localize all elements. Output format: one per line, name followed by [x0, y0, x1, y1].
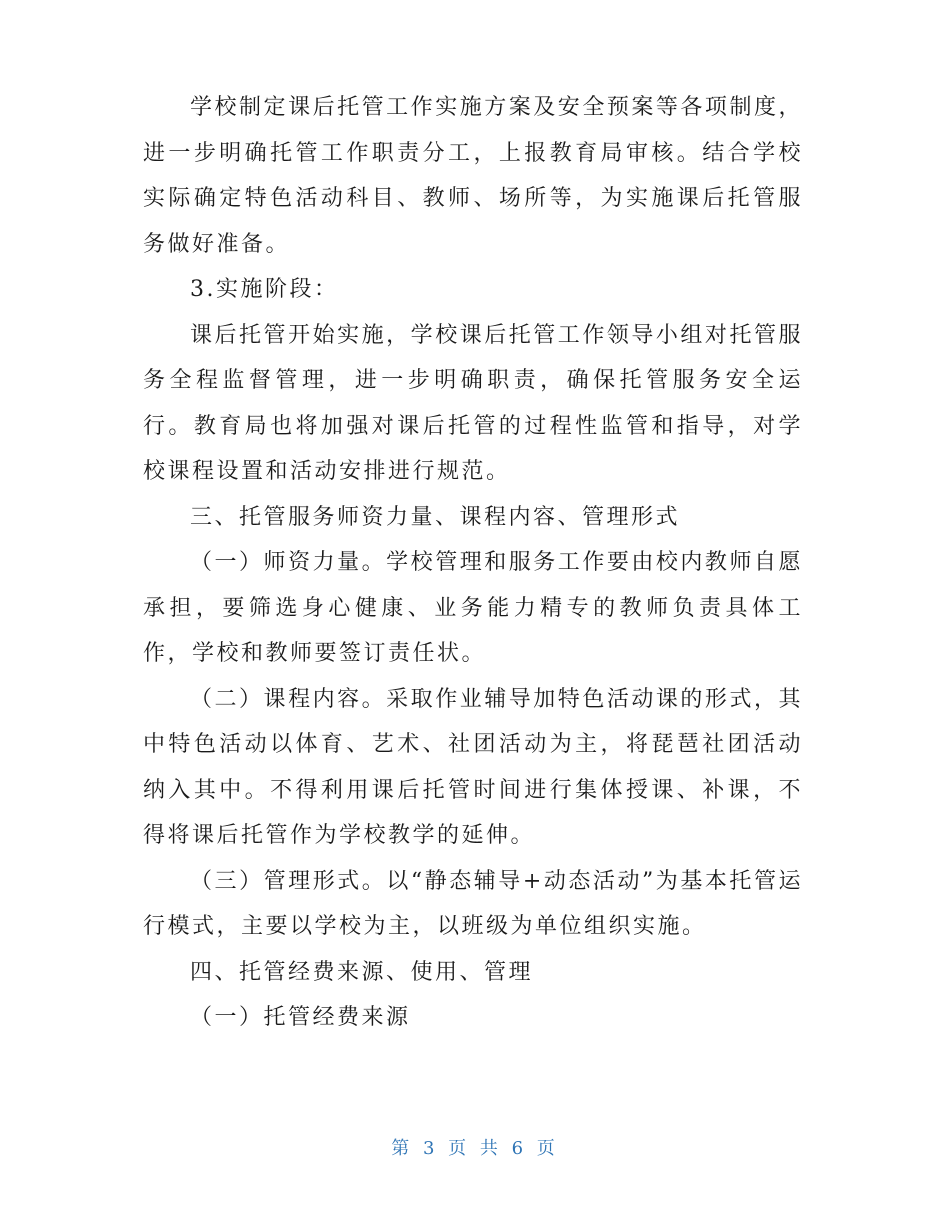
- subheading-funding-source: （一）托管经费来源: [190, 1005, 411, 1030]
- document-body: [143, 85, 803, 1041]
- paragraph-teacher-resources: （一）师资力量。学校管理和服务工作要由校内教师自愿承担，要筛选身心健康、业务能力精专的教师负责具体工作，学校和教师要签订责任状。: [143, 550, 803, 666]
- paragraph-preparation-stage: 学校制定课后托管工作实施方案及安全预案等各项制度，进一步明确托管工作职责分工，上报教育局审核。结合学校实际确定特色活动科目、教师、场所等，为实施课后托管服务做好准备。: [143, 95, 803, 257]
- section-heading-four: 四、托管经费来源、使用、管理: [190, 959, 534, 985]
- paragraph-course-content: （二）课程内容。采取作业辅导加特色活动课的形式，其中特色活动以体育、艺术、社团活动为主，将琵琶社团活动纳入其中。不得利用课后托管时间进行集体授课、补课，不得将课后托管作为学校教学的延伸。: [143, 686, 803, 848]
- paragraph-implementation: 课后托管开始实施，学校课后托管工作领导小组对托管服务全程监督管理，进一步明确职责，确保托管服务安全运行。教育局也将加强对课后托管的过程性监管和指导，对学校课程设置和活动安排进行规范。: [143, 322, 803, 484]
- page-number-footer: 第 3 页 共 6 页: [391, 1138, 559, 1159]
- section-heading-three: 三、托管服务师资力量、课程内容、管理形式: [190, 504, 681, 530]
- heading-implementation-stage: 3.实施阶段：: [190, 277, 339, 302]
- paragraph-management-form: （三）管理形式。以“静态辅导+动态活动”为基本托管运行模式，主要以学校为主，以班级为单位组织实施。: [143, 868, 803, 939]
